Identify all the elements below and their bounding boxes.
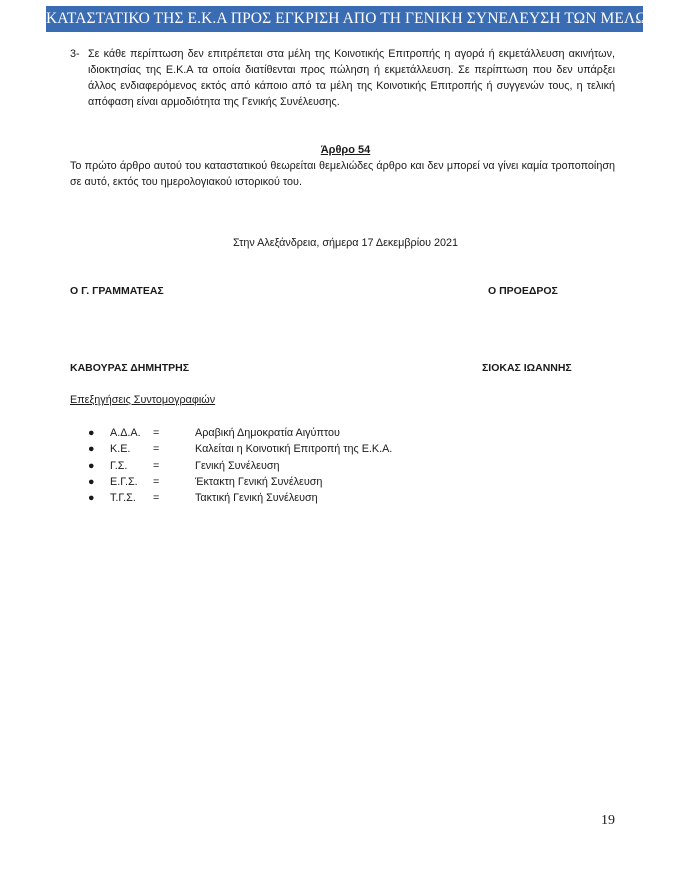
header-title: ΚΑΤΑΣΤΑΤΙΚΟ ΤΗΣ Ε.Κ.Α ΠΡΟΣ ΕΓΚΡΙΣΗ ΑΠΟ ΤΗ ΓΕΝΙΚΗ ΣΥΝΕΛΕΥΣΗ ΤΩΝ ΜΕΛΩΝ [46, 10, 659, 27]
abbreviation-definition: Γενική Συνέλευση [195, 459, 280, 472]
document-header [46, 6, 659, 32]
abbreviation: Τ.Γ.Σ. [110, 492, 136, 505]
article-body: Το πρώτο άρθρο αυτού του καταστατικού θεωρείται θεμελιώδες άρθρο και δεν μπορεί να γίνει καμία τροποποίηση σε αυτό, εκτός του ημερολογιακού ιστορικού του. [70, 160, 615, 188]
abbreviation: Α.Δ.Α. [110, 427, 141, 439]
abbreviations-title: Επεξηγήσεις Συντομογραφιών [70, 394, 216, 406]
secretary-name: ΚΑΒΟΥΡΑΣ ΔΗΜΗΤΡΗΣ [70, 362, 190, 374]
place-date: Στην Αλεξάνδρεια, σήμερα 17 Δεκεμβρίου 2021 [232, 237, 459, 249]
president-name: ΣΙΟΚΑΣ ΙΩΑΝΝΗΣ [482, 362, 572, 374]
paragraph-3 [70, 46, 615, 110]
equals-sign: = [153, 459, 160, 472]
abbreviation: Ε.Γ.Σ. [110, 475, 138, 488]
bullet-icon: ● [88, 492, 95, 505]
president-title: Ο ΠΡΟΕΔΡΟΣ [488, 285, 558, 297]
bullet-icon: ● [88, 443, 95, 456]
abbreviation-definition: Καλείται η Κοινοτική Επιτροπή της Ε.Κ.Α. [195, 443, 393, 456]
equals-sign: = [153, 492, 160, 505]
paragraph-number: 3- [70, 48, 80, 60]
equals-sign: = [153, 427, 160, 439]
paragraph-text: Σε κάθε περίπτωση δεν επιτρέπεται στα μέλη της Κοινοτικής Επιτροπής η αγορά ή εκμετάλλευση ακινήτων, ιδιοκτησίας της Ε.Κ.Α τα οποία διατίθενται προς πώληση ή εκμετάλλευση. Σε περίπτωση που δεν υπάρξει άλλος ενδιαφερόμενος εκτός από κάποιο από τα μέλη της Κοινοτικής Επιτροπής ή συγγενών τους, η τελική απόφαση είναι αρμοδιότητα της Γενικής Συνέλευσης. [88, 48, 615, 108]
abbreviation-definition: Τακτική Γενική Συνέλευση [195, 492, 318, 505]
bullet-icon: ● [88, 427, 95, 439]
secretary-title: Ο Γ. ΓΡΑΜΜΑΤΕΑΣ [70, 285, 164, 297]
abbreviation: Κ.Ε. [110, 443, 131, 456]
abbreviation-definition: Έκτακτη Γενική Συνέλευση [195, 475, 323, 488]
bullet-icon: ● [88, 475, 95, 488]
abbreviation-definition: Αραβική Δημοκρατία Αιγύπτου [195, 427, 340, 439]
equals-sign: = [153, 443, 160, 456]
equals-sign: = [153, 475, 160, 488]
page-number: 19 [601, 813, 615, 828]
abbreviation: Γ.Σ. [110, 459, 128, 472]
article-title: Άρθρο 54 [320, 144, 371, 156]
bullet-icon: ● [88, 459, 95, 472]
